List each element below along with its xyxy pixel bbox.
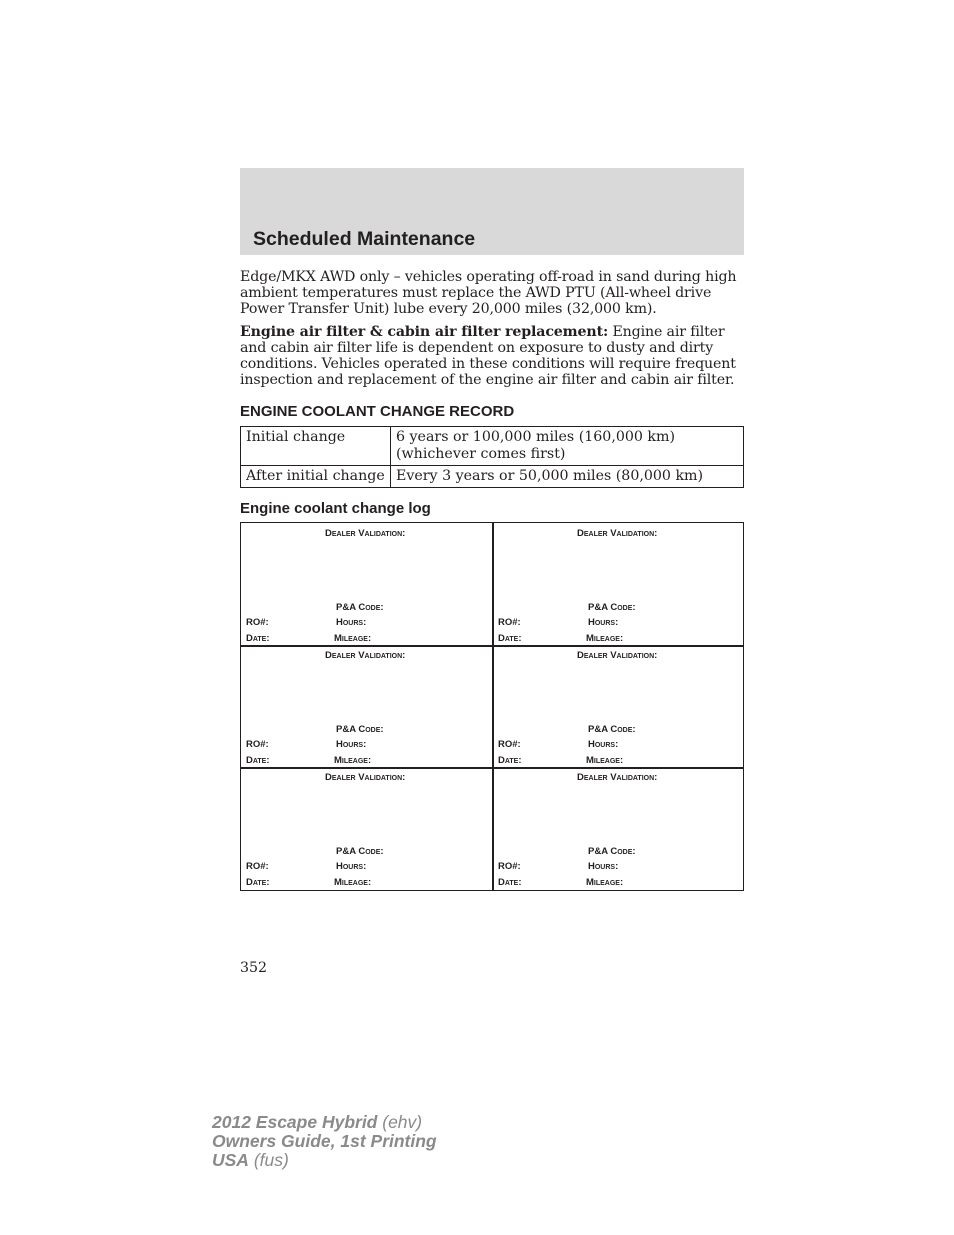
dealer-validation-label: Dealer Validation: bbox=[577, 528, 658, 539]
hours-label: Hours: bbox=[588, 617, 619, 628]
hours-label: Hours: bbox=[336, 617, 367, 628]
table-row bbox=[241, 427, 744, 466]
date-label: Date: bbox=[246, 755, 270, 766]
paragraph-awd: Edge/MKX AWD only – vehicles operating off-road in sand during high ambient temperatures must replace the AWD PTU (All-wheel drive Power Transfer Unit) lube every 20,000 miles (32,000 km). bbox=[240, 269, 737, 318]
hours-label: Hours: bbox=[336, 861, 367, 872]
date-label: Date: bbox=[498, 877, 522, 888]
record-heading: ENGINE COOLANT CHANGE RECORD bbox=[240, 403, 515, 420]
dealer-validation-label: Dealer Validation: bbox=[325, 650, 406, 661]
pa-code-label: P&A Code: bbox=[588, 602, 636, 613]
log-entry bbox=[493, 767, 745, 889]
coolant-change-log bbox=[240, 522, 744, 891]
mileage-label: Mileage: bbox=[334, 755, 372, 766]
dealer-validation-label: Dealer Validation: bbox=[325, 528, 406, 539]
dealer-validation-label: Dealer Validation: bbox=[577, 650, 658, 661]
table-cell-label: After initial change bbox=[241, 466, 391, 488]
dealer-validation-label: Dealer Validation: bbox=[325, 772, 406, 783]
footer-line bbox=[212, 1113, 437, 1132]
table-cell-label: Initial change bbox=[241, 427, 391, 466]
mileage-label: Mileage: bbox=[586, 633, 624, 644]
pa-code-label: P&A Code: bbox=[336, 602, 384, 613]
log-entry bbox=[493, 645, 745, 767]
hours-label: Hours: bbox=[588, 861, 619, 872]
pa-code-label: P&A Code: bbox=[336, 724, 384, 735]
paragraph-air-filter-lead: Engine air filter & cabin air filter replacement: bbox=[240, 324, 609, 340]
ro-label: RO#: bbox=[498, 739, 521, 750]
mileage-label: Mileage: bbox=[334, 877, 372, 888]
pa-code-label: P&A Code: bbox=[588, 846, 636, 857]
date-label: Date: bbox=[246, 633, 270, 644]
ro-label: RO#: bbox=[246, 861, 269, 872]
log-heading: Engine coolant change log bbox=[240, 500, 431, 517]
log-entry bbox=[241, 645, 493, 767]
pa-code-label: P&A Code: bbox=[588, 724, 636, 735]
footer-model-code: (ehv) bbox=[377, 1112, 423, 1132]
page-title: Scheduled Maintenance bbox=[253, 228, 476, 250]
dealer-validation-label: Dealer Validation: bbox=[577, 772, 658, 783]
page-number: 352 bbox=[240, 960, 268, 976]
footer-market: USA bbox=[212, 1150, 249, 1170]
ro-label: RO#: bbox=[498, 617, 521, 628]
table-row bbox=[241, 466, 744, 488]
footer-model: 2012 Escape Hybrid bbox=[212, 1112, 378, 1132]
footer-printing: Owners Guide, 1st Printing bbox=[212, 1131, 437, 1151]
table-cell-value: Every 3 years or 50,000 miles (80,000 km) bbox=[391, 466, 744, 488]
mileage-label: Mileage: bbox=[586, 755, 624, 766]
date-label: Date: bbox=[498, 633, 522, 644]
mileage-label: Mileage: bbox=[586, 877, 624, 888]
coolant-record-table bbox=[240, 426, 744, 488]
ro-label: RO#: bbox=[246, 617, 269, 628]
hours-label: Hours: bbox=[588, 739, 619, 750]
paragraph-air-filter-body: Engine air filter and cabin air filter life is dependent on exposure to dusty and dirty conditions. Vehicles operated in these conditions will require frequent inspection and replacement of the engine air filter and cabin air filter. bbox=[240, 324, 736, 389]
date-label: Date: bbox=[246, 877, 270, 888]
ro-label: RO#: bbox=[498, 861, 521, 872]
mileage-label: Mileage: bbox=[334, 633, 372, 644]
paragraph-air-filter bbox=[240, 324, 746, 388]
ro-label: RO#: bbox=[246, 739, 269, 750]
footer-market-code: (fus) bbox=[248, 1150, 289, 1170]
pa-code-label: P&A Code: bbox=[336, 846, 384, 857]
log-entry bbox=[493, 523, 745, 645]
table-cell-value: 6 years or 100,000 miles (160,000 km) (whichever comes first) bbox=[391, 427, 744, 466]
footer-line bbox=[212, 1151, 437, 1170]
footer-line bbox=[212, 1132, 437, 1151]
log-entry bbox=[241, 767, 493, 889]
hours-label: Hours: bbox=[336, 739, 367, 750]
footer-imprint bbox=[212, 1113, 437, 1170]
log-entry bbox=[241, 523, 493, 645]
date-label: Date: bbox=[498, 755, 522, 766]
